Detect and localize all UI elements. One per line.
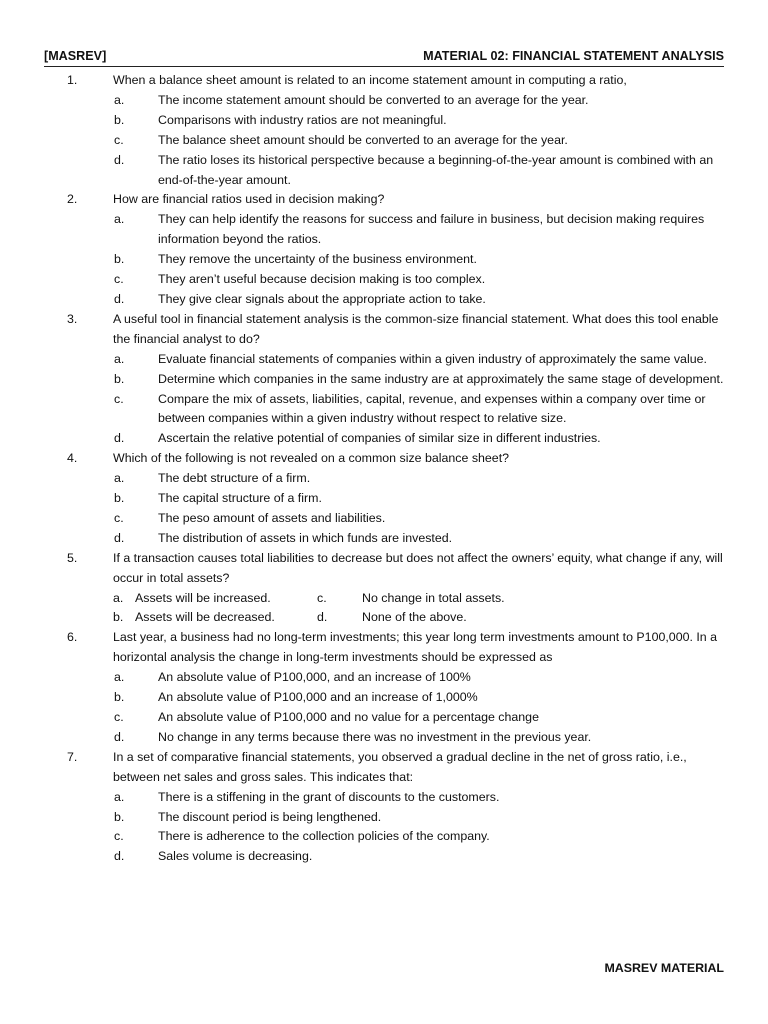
option-text: Ascertain the relative potential of companies of similar size in different industries. (158, 431, 601, 446)
option-letter: a. (114, 351, 125, 366)
option-letter: b. (114, 491, 125, 506)
option (44, 429, 734, 449)
option-text: None of the above. (362, 610, 467, 625)
option-letter: c. (114, 829, 124, 844)
question-3 (44, 310, 734, 350)
option-letter: a. (114, 670, 125, 685)
option-text: An absolute value of P100,000 and no value for a percentage change (158, 709, 539, 724)
option-letter: d. (114, 431, 125, 446)
option-letter: d. (114, 849, 125, 864)
option (44, 210, 734, 250)
option-text: Determine which companies in the same industry are at approximately the same stage of development. (158, 371, 724, 386)
option-letter: c. (114, 709, 124, 724)
option-text: Compare the mix of assets, liabilities, capital, revenue, and expenses within a company over time or between companies within a given industry without respect to relative size. (158, 391, 706, 426)
page-header (44, 48, 724, 67)
option-text: No change in any terms because there was no investment in the previous year. (158, 729, 592, 744)
option (44, 489, 734, 509)
option (44, 808, 734, 828)
option-letter: a. (114, 789, 125, 804)
question-text: A useful tool in financial statement analysis is the common-size financial statement. What does this tool enable the financial analyst to do? (113, 311, 719, 346)
option-letter: c. (114, 132, 124, 147)
option-letter: c. (114, 391, 124, 406)
option-text: An absolute value of P100,000 and an increase of 1,000% (158, 690, 478, 705)
header-left: [MASREV] (44, 49, 107, 63)
option-letter: b. (114, 252, 125, 267)
question-text: In a set of comparative financial statements, you observed a gradual decline in the net of gross ratio, i.e., between net sales and gross sales. This indicates that: (113, 749, 687, 784)
option-text: No change in total assets. (362, 590, 505, 605)
option (44, 708, 734, 728)
question-text: If a transaction causes total liabilities to decrease but does not affect the owners’ equity, what change if any, will occur in total assets? (113, 550, 723, 585)
question-7 (44, 748, 734, 788)
option (44, 509, 734, 529)
option-letter: d. (114, 291, 125, 306)
option (44, 529, 734, 549)
question-text: When a balance sheet amount is related to an income statement amount in computing a ratio, (113, 73, 627, 87)
header-title: MATERIAL 02: FINANCIAL STATEMENT ANALYSIS (423, 49, 724, 63)
option (44, 290, 734, 310)
option-letter: b. (114, 809, 125, 824)
option-row (44, 589, 734, 609)
option (44, 847, 734, 867)
question-5 (44, 549, 734, 589)
option-letter: b. (114, 112, 125, 127)
question-number: 3. (67, 311, 78, 326)
option-letter: c. (114, 510, 124, 525)
option-text: Sales volume is decreasing. (158, 849, 313, 864)
option-text: Assets will be increased. (135, 590, 271, 605)
option-letter: d. (114, 530, 125, 545)
option-text: There is adherence to the collection policies of the company. (158, 829, 490, 844)
question-number: 2. (67, 192, 78, 207)
question-list (44, 71, 734, 867)
option-text: The capital structure of a firm. (158, 491, 322, 506)
question-number: 5. (67, 550, 78, 565)
option (44, 827, 734, 847)
option-text: They remove the uncertainty of the business environment. (158, 252, 477, 267)
option-letter: d. (114, 152, 125, 167)
question-number: 6. (67, 630, 78, 645)
option-text: The discount period is being lengthened. (158, 809, 382, 824)
option-letter: a. (114, 471, 125, 486)
option-text: There is a stiffening in the grant of discounts to the customers. (158, 789, 500, 804)
option-letter: b. (114, 690, 125, 705)
option-text: The peso amount of assets and liabilities. (158, 510, 386, 525)
option-row (44, 608, 734, 628)
question-number: 7. (67, 749, 78, 764)
question-text: How are financial ratios used in decision making? (113, 192, 385, 207)
question-text: Last year, a business had no long-term investments; this year long term investments amount to P100,000. In a horizontal analysis the change in long-term investments should be expressed as (113, 630, 718, 665)
option-text: An absolute value of P100,000, and an increase of 100% (158, 670, 471, 685)
option-letter: b. (113, 610, 124, 625)
option (44, 688, 734, 708)
option-text: The ratio loses its historical perspective because a beginning-of-the-year amount is combined with an end-of-the-year amount. (158, 152, 714, 187)
option (44, 390, 734, 430)
option (44, 728, 734, 748)
option-letter: c. (317, 590, 327, 605)
option (44, 270, 734, 290)
option (44, 469, 734, 489)
option (44, 350, 734, 370)
option (44, 370, 734, 390)
question-number: 1. (67, 73, 78, 87)
option-text: They give clear signals about the appropriate action to take. (158, 291, 486, 306)
option-text: Assets will be decreased. (135, 610, 275, 625)
option-text: Evaluate financial statements of companies within a given industry of approximately the same value. (158, 351, 707, 366)
option (44, 788, 734, 808)
option-text: They aren’t useful because decision making is too complex. (158, 272, 486, 287)
option-letter: a. (114, 212, 125, 227)
question-text: Which of the following is not revealed on a common size balance sheet? (113, 451, 510, 466)
option-letter: c. (114, 272, 124, 287)
option-text: Comparisons with industry ratios are not meaningful. (158, 112, 447, 127)
question-4 (44, 449, 734, 469)
option-letter: a. (113, 590, 124, 605)
option-letter: d. (114, 729, 125, 744)
option-text: The balance sheet amount should be converted to an average for the year. (158, 132, 568, 147)
option (44, 111, 734, 131)
option-text: The income statement amount should be converted to an average for the year. (158, 92, 589, 107)
option-letter: a. (114, 92, 125, 107)
option-text: They can help identify the reasons for success and failure in business, but decision making requires information beyond the ratios. (158, 212, 705, 247)
option (44, 250, 734, 270)
question-number: 4. (67, 451, 78, 466)
option-text: The debt structure of a firm. (158, 471, 311, 486)
option (44, 668, 734, 688)
option-letter: b. (114, 371, 125, 386)
option-letter: d. (317, 610, 328, 625)
option-text: The distribution of assets in which funds are invested. (158, 530, 453, 545)
option (44, 91, 734, 111)
question-2 (44, 190, 734, 210)
option (44, 151, 734, 191)
page-footer: MASREV MATERIAL (604, 961, 724, 975)
question-1 (44, 71, 734, 91)
question-6 (44, 628, 734, 668)
option (44, 131, 734, 151)
